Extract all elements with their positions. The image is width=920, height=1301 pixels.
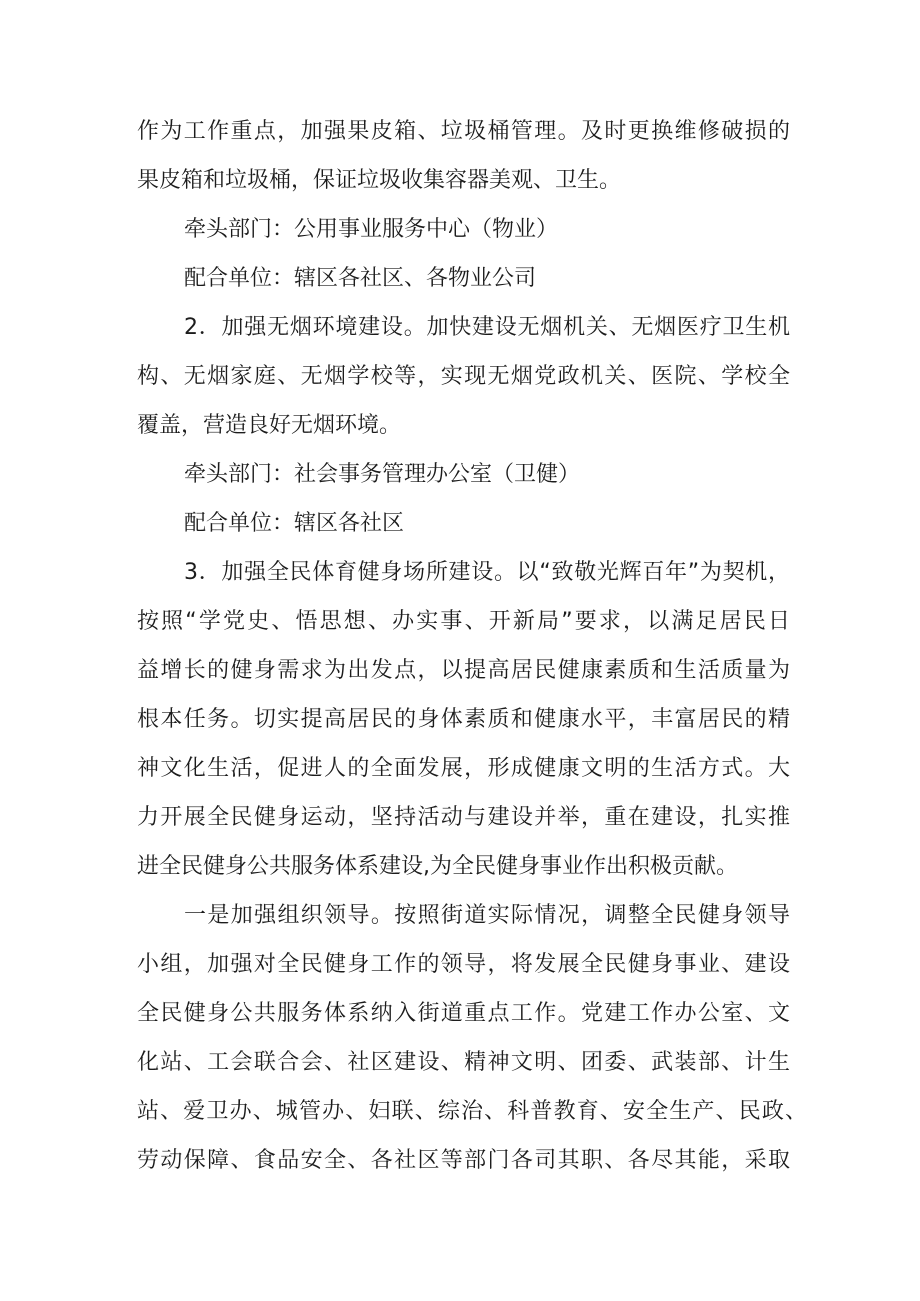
cooperating-unit-line: 配合单位：辖区各社区 [184, 511, 405, 536]
paragraph-line: 果皮箱和垃圾桶，保证垃圾收集容器美观、卫生。 [137, 168, 622, 193]
paragraph-line: 力开展全民健身运动，坚持活动与建设并举，重在建设，扎实推 [137, 805, 790, 830]
paragraph-line: 作为工作重点，加强果皮箱、垃圾桶管理。及时更换维修破损的 [137, 119, 790, 144]
paragraph-line: 神文化生活，促进人的全面发展，形成健康文明的生活方式。大 [137, 756, 790, 781]
lead-department-line: 牵头部门：社会事务管理办公室（卫健） [184, 462, 581, 487]
paragraph-line: 3．加强全民体育健身场所建设。以“致敬光辉百年”为契机， [184, 560, 790, 585]
cooperating-unit-line: 配合单位：辖区各社区、各物业公司 [184, 266, 537, 291]
paragraph-line: 一是加强组织领导。按照街道实际情况，调整全民健身领导 [184, 903, 790, 928]
lead-department-line: 牵头部门：公用事业服务中心（物业） [184, 217, 559, 242]
paragraph-line: 站、爱卫办、城管办、妇联、综治、科普教育、安全生产、民政、 [137, 1099, 807, 1124]
paragraph-line: 全民健身公共服务体系纳入街道重点工作。党建工作办公室、文 [137, 1001, 790, 1026]
paragraph-line: 按照“学党史、悟思想、办实事、开新局”要求，以满足居民日 [137, 609, 790, 634]
paragraph-line: 益增长的健身需求为出发点，以提高居民健康素质和生活质量为 [137, 658, 790, 683]
paragraph-line: 根本任务。切实提高居民的身体素质和健康水平，丰富居民的精 [137, 707, 790, 732]
paragraph-line: 化站、工会联合会、社区建设、精神文明、团委、武装部、计生 [137, 1050, 790, 1075]
paragraph-line: 2．加强无烟环境建设。加快建设无烟机关、无烟医疗卫生机 [184, 315, 790, 340]
paragraph-line: 进全民健身公共服务体系建设,为全民健身事业作出积极贡献。 [137, 854, 738, 879]
paragraph-line: 覆盖，营造良好无烟环境。 [137, 413, 402, 438]
paragraph-line: 小组，加强对全民健身工作的领导，将发展全民健身事业、建设 [137, 952, 790, 977]
paragraph-line: 劳动保障、食品安全、各社区等部门各司其职、各尽其能，采取 [137, 1148, 790, 1173]
paragraph-line: 构、无烟家庭、无烟学校等，实现无烟党政机关、医院、学校全 [137, 364, 790, 389]
